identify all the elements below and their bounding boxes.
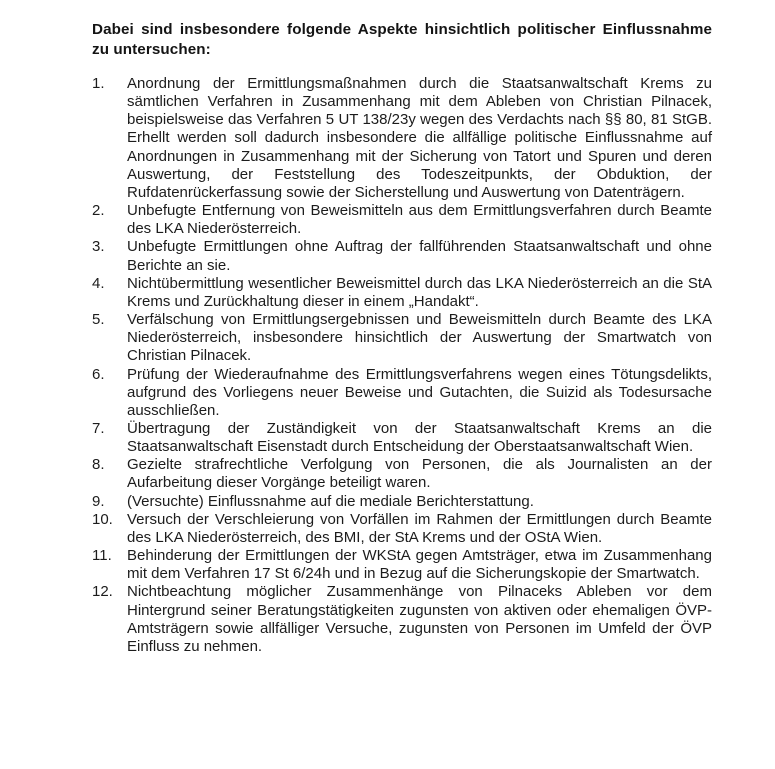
list-item-number: 4. bbox=[92, 274, 105, 292]
list-item-number: 6. bbox=[92, 365, 105, 383]
list-item-text: Behinderung der Ermittlungen der WKStA gegen Amtsträger, etwa im Zusammenhang mit dem Verfahren 17 St 6/24h und in Bezug auf die Sicherungskopie der Smartwatch. bbox=[127, 547, 712, 583]
list-item-text: Übertragung der Zuständigkeit von der Staatsanwaltschaft Krems an die Staatsanwaltschaft Eisenstadt durch Entscheidung der Oberstaatsanwaltschaft Wien. bbox=[127, 419, 712, 456]
list-item-number: 3. bbox=[92, 238, 105, 256]
list-item bbox=[92, 311, 712, 365]
list-item bbox=[92, 366, 712, 420]
list-item-text: Anordnung der Ermittlungsmaßnahmen durch die Staatsanwaltschaft Krems zu sämtlichen Verfahren in Zusammenhang mit dem Ableben von Christian Pilnacek, beispielsweise das Verfahren 5 UT 138/23y wegen des Verdachts nach §§ 80, 81 StGB. Erhellt werden soll dadurch insbesondere die allfällige politische Einflussnahme auf Anordnungen in Zusammenhang mit der Sicherung von Tatort und Spuren und deren Auswertung, der Feststellung des Todeszeitpunkts, der Obduktion, der Rufdatenrückerfassung sowie der Sicherstellung und Auswertung von Datenträgern. bbox=[127, 75, 712, 201]
list-item bbox=[92, 75, 712, 202]
list-item-number: 7. bbox=[92, 419, 105, 437]
page-title: Dabei sind insbesondere folgende Aspekte hinsichtlich politischer Einflussnahme zu untersuchen: bbox=[92, 21, 712, 58]
list-item-text: Unbefugte Entfernung von Beweismitteln aus dem Ermittlungsverfahren durch Beamte des LKA Niederösterreich. bbox=[127, 202, 712, 238]
list-item-number: 12. bbox=[92, 583, 113, 601]
list-item-text: Nichtbeachtung möglicher Zusammenhänge von Pilnaceks Ableben vor dem Hintergrund seiner Beratungstätigkeiten zugunsten von aktiven oder ehemaligen ÖVP-Amtsträgern sowie allfälliger Versuche, zugunsten von Personen im Umfeld der ÖVP Einfluss zu nehmen. bbox=[127, 583, 712, 655]
list-item-number: 10. bbox=[92, 510, 113, 528]
list-item-number: 11. bbox=[92, 547, 112, 565]
list-item bbox=[92, 547, 712, 583]
list-item-text: Prüfung der Wiederaufnahme des Ermittlungsverfahrens wegen eines Tötungsdelikts, aufgrund des Vorliegens neuer Beweise und Gutachten, die Suizid als Todesursache ausschließen. bbox=[127, 365, 712, 419]
list-item bbox=[92, 275, 712, 311]
list-item bbox=[92, 583, 712, 656]
list-item-number: 2. bbox=[92, 202, 105, 220]
list-item bbox=[92, 202, 712, 238]
list-item bbox=[92, 456, 712, 492]
list-item-text: Nichtübermittlung wesentlicher Beweismittel durch das LKA Niederösterreich an die StA Krems und Zurückhaltung dieser in einem „Handakt“. bbox=[127, 274, 712, 310]
list-item-number: 5. bbox=[92, 311, 105, 329]
list-item-text: Verfälschung von Ermittlungsergebnissen und Beweismitteln durch Beamte des LKA Niederösterreich, insbesondere hinsichtlich der Auswertung der Smartwatch von Christian Pilnacek. bbox=[127, 311, 712, 365]
list-item bbox=[92, 493, 712, 511]
list-item-number: 9. bbox=[92, 492, 105, 510]
list-item-number: 8. bbox=[92, 456, 105, 474]
list-item-text: Versuch der Verschleierung von Vorfällen im Rahmen der Ermittlungen durch Beamte des LKA Niederösterreich, des BMI, der StA Krems und der OStA Wien. bbox=[127, 510, 712, 546]
list-item-number: 1. bbox=[92, 75, 105, 92]
aspects-list bbox=[92, 75, 712, 656]
list-item bbox=[92, 238, 712, 274]
list-item-text: Gezielte strafrechtliche Verfolgung von Personen, die als Journalisten an der Aufarbeitung dieser Vorgänge beteiligt waren. bbox=[127, 456, 712, 492]
page-bottom-margin bbox=[92, 656, 711, 696]
list-item bbox=[92, 511, 712, 547]
list-item-text: Unbefugte Ermittlungen ohne Auftrag der fallführenden Staatsanwaltschaft und ohne Berichte an sie. bbox=[127, 238, 712, 274]
list-item bbox=[92, 420, 712, 456]
list-item-text: (Versuchte) Einflussnahme auf die mediale Berichterstattung. bbox=[127, 492, 534, 510]
